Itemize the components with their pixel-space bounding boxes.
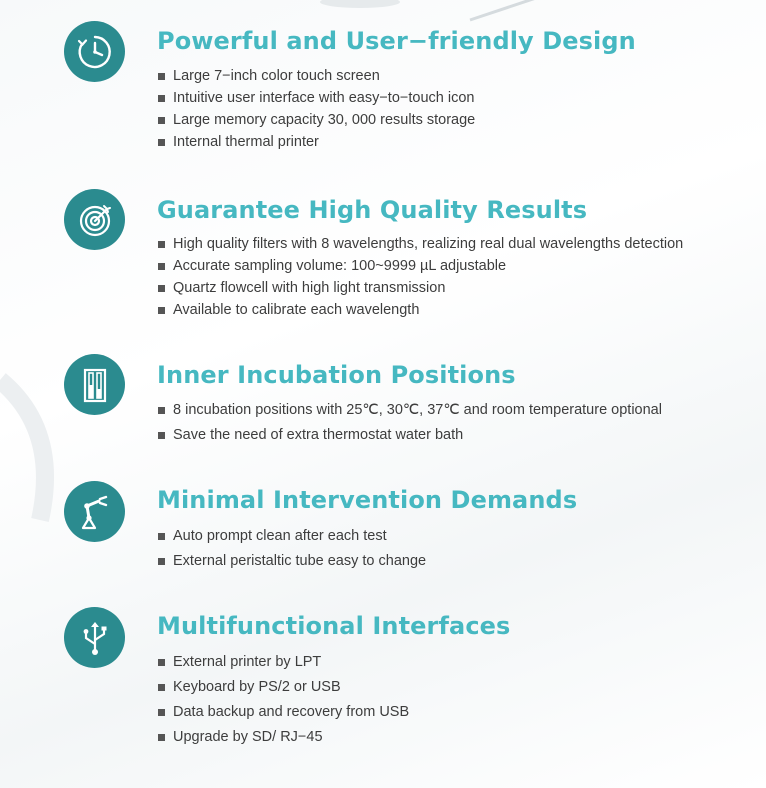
robot-arm-icon [64, 481, 125, 542]
list-item: Keyboard by PS/2 or USB [157, 675, 409, 700]
clock-icon [64, 21, 125, 82]
test-tube-icon [64, 354, 125, 415]
section-title: Guarantee High Quality Results [157, 196, 588, 224]
list-item: Internal thermal printer [157, 131, 475, 153]
list-item: Quartz flowcell with high light transmission [157, 277, 683, 299]
list-item: Save the need of extra thermostat water bath [157, 423, 662, 448]
section-title: Multifunctional Interfaces [157, 612, 511, 640]
list-item: Intuitive user interface with easy−to−touch icon [157, 87, 475, 109]
feature-list [157, 650, 409, 750]
section-title: Powerful and User−friendly Design [157, 27, 636, 55]
feature-list [157, 398, 662, 448]
list-item: Data backup and recovery from USB [157, 700, 409, 725]
list-item: Large memory capacity 30, 000 results storage [157, 109, 475, 131]
list-item: 8 incubation positions with 25℃, 30℃, 37℃ and room temperature optional [157, 398, 662, 423]
list-item: Auto prompt clean after each test [157, 524, 426, 549]
target-icon [64, 189, 125, 250]
section-title: Minimal Intervention Demands [157, 486, 578, 514]
usb-icon [64, 607, 125, 668]
list-item: Available to calibrate each wavelength [157, 299, 683, 321]
list-item: External peristaltic tube easy to change [157, 549, 426, 574]
feature-list [157, 65, 475, 153]
list-item: Large 7−inch color touch screen [157, 65, 475, 87]
list-item: Upgrade by SD/ RJ−45 [157, 725, 409, 750]
feature-list [157, 524, 426, 574]
section-title: Inner Incubation Positions [157, 361, 516, 389]
list-item: External printer by LPT [157, 650, 409, 675]
feature-list [157, 233, 683, 321]
list-item: Accurate sampling volume: 100~9999 µL adjustable [157, 255, 683, 277]
list-item: High quality filters with 8 wavelengths, realizing real dual wavelengths detection [157, 233, 683, 255]
